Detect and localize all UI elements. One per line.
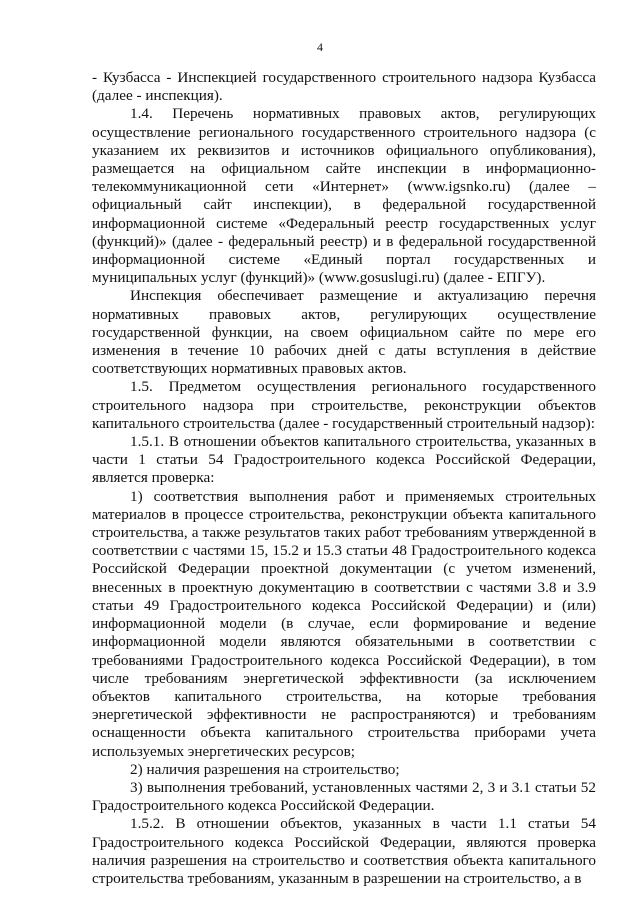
paragraph-continuation: - Кузбасса - Инспекцией государственного строительного надзора Кузбасса (далее - инспекция). [92, 69, 596, 105]
paragraph-1-5-2: 1.5.2. В отношении объектов, указанных в части 1.1 статьи 54 Градостроительного кодекса Российской Федерации, являются проверка наличия разрешения на строительство и соответствия объекта капитального строительства требованиям, указанным в разрешении на строительство, а в [92, 815, 596, 887]
list-item-2: 2) наличия разрешения на строительство; [130, 760, 400, 778]
paragraph-1-5-1: 1.5.1. В отношении объектов капитального строительства, указанных в части 1 статьи 54 Градостроительного кодекса Российской Федерации, является проверка: [92, 433, 596, 487]
paragraph-inspection-duty: Инспекция обеспечивает размещение и актуализацию перечня нормативных правовых актов, регулирующих осуществление государственной функции, на своем официальном сайте по мере его изменения в течение 10 рабочих дней с даты вступления в действие соответствующих нормативных правовых актов. [92, 287, 596, 378]
list-item-3: 3) выполнения требований, установленных частями 2, 3 и 3.1 статьи 52 Градостроительного кодекса Российской Федерации. [92, 778, 596, 815]
paragraph-1-5: 1.5. Предметом осуществления регионального государственного строительного надзора при строительстве, реконструкции объектов капитального строительства (далее - государственный строительный надзор): [92, 378, 596, 432]
page-number: 4 [317, 40, 323, 54]
document-body [92, 69, 596, 888]
list-item-1: 1) соответствия выполнения работ и применяемых строительных материалов в процессе строительства, реконструкции объекта капитального строительства, а также результатов таких работ требованиям утвержденной в соответствии с частями 15, 15.2 и 15.3 статьи 48 Градостроительного кодекса Российской Федерации проектной документации (с учетом изменений, внесенных в проектную документацию в соответствии с частями 3.8 и 3.9 статьи 49 Градостроительного кодекса Российской Федерации) и (или) информационной модели (в случае, если формирование и ведение информационной модели являются обязательными в соответствии с требованиями Градостроительного кодекса Российской Федерации), в том числе требованиям энергетической эффективности (за исключением объектов капитального строительства, на которые требования энергетической эффективности не распространяются) и требованиям оснащенности объекта капитального строительства приборами учета используемых энергетических ресурсов; [92, 487, 596, 760]
paragraph-1-4: 1.4. Перечень нормативных правовых актов, регулирующих осуществление регионального государственного строительного надзора (с указанием их реквизитов и источников официального опубликования), размещается на официальном сайте инспекции в информационно-телекоммуникационной сети «Интернет» (www.igsnko.ru) (далее – официальный сайт инспекции), в федеральной государственной информационной системе «Федеральный реестр государственных услуг (функций)» (далее - федеральный реестр) и в федеральной государственной информационной системе «Единый портал государственных и муниципальных услуг (функций)» (www.gosuslugi.ru) (далее - ЕПГУ). [92, 105, 596, 287]
